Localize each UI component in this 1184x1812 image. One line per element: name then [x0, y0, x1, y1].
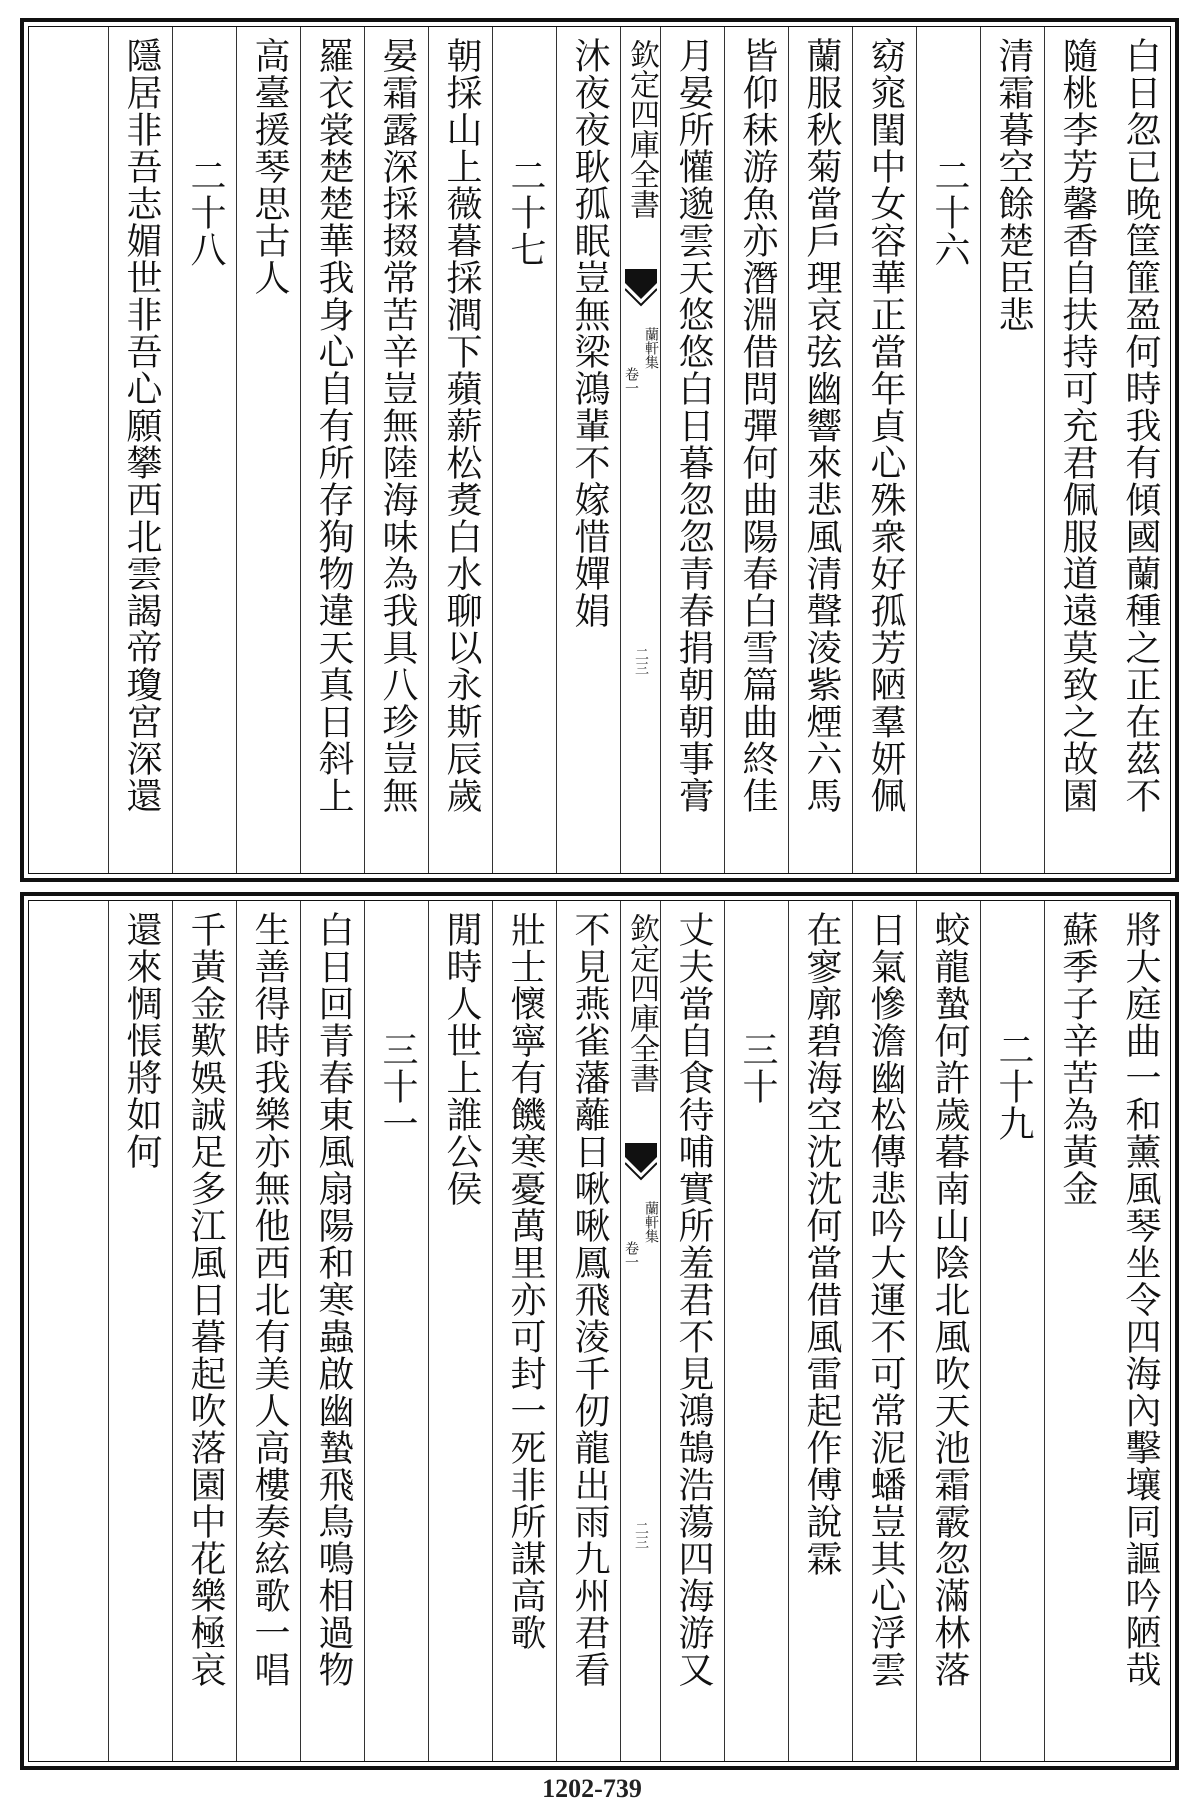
text-column [980, 901, 1045, 1761]
text-column [852, 901, 917, 1761]
collection-title: 蘭軒集 [643, 327, 659, 369]
book-title: 欽定四庫全書 [624, 913, 659, 1093]
text-column [236, 901, 301, 1761]
poem-heading: 二十八 [185, 157, 226, 268]
text-column [660, 901, 725, 1761]
text-column [108, 901, 173, 1761]
text-column [300, 27, 365, 873]
text-column [724, 27, 789, 873]
text-column [428, 27, 493, 873]
text-column [788, 27, 853, 873]
poem-heading: 二十六 [929, 157, 970, 268]
text-column [108, 27, 173, 873]
book-title: 欽定四庫全書 [624, 39, 659, 219]
column-text: 丈夫當自食待哺實所羞君不見鴻鵠浩蕩四海游又 [673, 911, 714, 1688]
text-column [236, 27, 301, 873]
text-column [1108, 27, 1172, 873]
poem-heading: 三十一 [377, 1031, 418, 1142]
fishtail-mark-icon [625, 269, 657, 315]
text-column [1044, 27, 1109, 873]
text-column [1108, 901, 1172, 1761]
text-column [1044, 901, 1109, 1761]
text-column [364, 27, 429, 873]
column-text: 羅衣裳楚楚華我身心自有所存狥物違天真日斜上 [313, 37, 354, 814]
page-number: 1202-739 [542, 1774, 642, 1803]
text-column [428, 901, 493, 1761]
text-column [492, 27, 557, 873]
text-column [172, 901, 237, 1761]
column-text: 還來惆悵將如何 [121, 911, 162, 1170]
column-text: 窈窕閨中女容華正當年貞心殊衆好孤芳陋羣妍佩 [865, 37, 906, 814]
column-text: 隨桃李芳馨香自扶持可充君佩服道遠莫致之故園 [1057, 37, 1098, 814]
column-text: 蛟龍蟄何許歲暮南山陰北風吹天池霜霰忽滿林落 [929, 911, 970, 1688]
volume-label: 卷一 [623, 367, 639, 395]
poem-heading: 二十七 [505, 157, 546, 268]
text-column [724, 901, 789, 1761]
fishtail-mark-icon [625, 1143, 657, 1189]
top-page-panel [20, 18, 1179, 882]
column-text: 生善得時我樂亦無他西北有美人高樓奏絃歌一唱 [249, 911, 290, 1688]
column-text: 清霜暮空餘楚臣悲 [993, 37, 1034, 333]
text-column [556, 901, 621, 1761]
text-column [916, 901, 981, 1761]
column-text: 壯士懷寧有饑寒憂萬里亦可封一死非所謀高歌 [505, 911, 546, 1651]
column-text: 蘇季子辛苦為黃金 [1057, 911, 1098, 1207]
column-text: 在寥廓碧海空沈沈何當借風雷起作傅說霖 [801, 911, 842, 1577]
text-column [916, 27, 981, 873]
column-text: 蘭服秋菊當戶理哀弦幽響來悲風清聲淩紫煙六馬 [801, 37, 842, 814]
column-text: 皆仰秣游魚亦潛淵借問彈何曲陽春白雪篇曲終佳 [737, 37, 778, 814]
poem-heading: 三十 [737, 1031, 778, 1105]
column-text: 高臺援琴思古人 [249, 37, 290, 296]
text-column [852, 27, 917, 873]
column-text: 日氣慘澹幽松傳悲吟大運不可常泥蟠豈其心浮雲 [865, 911, 906, 1688]
bottom-page-panel [20, 892, 1179, 1770]
text-column [492, 901, 557, 1761]
center-fold-column [620, 901, 661, 1761]
text-column [556, 27, 621, 873]
column-text: 朝採山上薇暮採澗下蘋薪松煑白水聊以永斯辰歲 [441, 37, 482, 814]
column-text: 白日忽已晚筐篚盈何時我有傾國蘭種之正在茲不 [1120, 37, 1161, 814]
leaf-number: 二三 [633, 647, 649, 675]
column-text: 隱居非吾志媚世非吾心願攀西北雲謁帝瓊宮深還 [121, 37, 162, 814]
column-text: 不見燕雀藩蘺日啾啾鳳飛淩千仞龍出雨九州君看 [569, 911, 610, 1688]
text-column [980, 27, 1045, 873]
collection-title: 蘭軒集 [643, 1201, 659, 1243]
text-column [364, 901, 429, 1761]
text-column [788, 901, 853, 1761]
center-fold-column [620, 27, 661, 873]
column-text: 將大庭曲一和薰風琴坐令四海內擊壤同謳吟陋哉 [1120, 911, 1161, 1688]
text-column [172, 27, 237, 873]
poem-heading: 二十九 [993, 1031, 1034, 1142]
column-text: 月晏所懽邈雲天悠悠白日暮忽忽青春捐朝朝事膏 [673, 37, 714, 814]
leaf-number: 二三 [633, 1521, 649, 1549]
column-text: 千黃金歎娛誠足多江風日暮起吹落園中花樂極哀 [185, 911, 226, 1688]
column-text: 閒時人世上誰公侯 [441, 911, 482, 1207]
column-text: 白日回青春東風扇陽和寒蟲啟幽蟄飛鳥鳴相過物 [313, 911, 354, 1688]
text-column [300, 901, 365, 1761]
text-column [660, 27, 725, 873]
column-text: 晏霜露深採掇常苦辛豈無陸海味為我具八珍豈無 [377, 37, 418, 814]
top-page-frame [28, 26, 1171, 874]
column-text: 沐夜夜耿孤眠豈無梁鴻輩不嫁惜嬋娟 [569, 37, 610, 629]
volume-label: 卷一 [623, 1241, 639, 1269]
bottom-page-frame [28, 900, 1171, 1762]
